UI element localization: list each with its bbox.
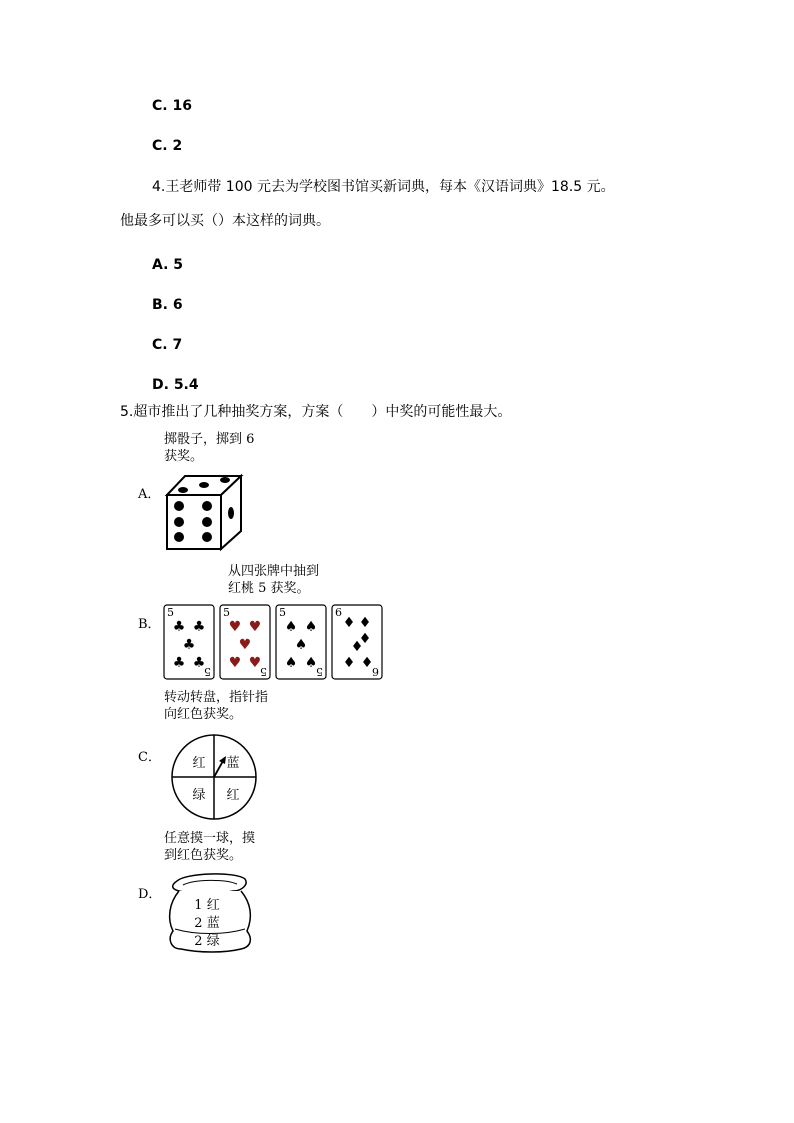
card-suit-pip: ♠: [284, 655, 298, 671]
card-rank: 5: [223, 606, 230, 619]
card-suit-pip: ♦: [358, 631, 372, 647]
option-d-text1: 任意摸一球，摸: [164, 831, 256, 846]
card-suit-pip: ♠: [294, 637, 308, 653]
cards-figure: [163, 604, 385, 680]
option-a-text1: 掷骰子，掷到 6: [164, 432, 255, 447]
card-suit-pip: ♣: [192, 655, 206, 671]
option-a-text2: 获奖。: [164, 449, 204, 464]
card-suit-pip: ♥: [248, 655, 262, 671]
option-c-2: C. 2: [152, 138, 183, 154]
option-b-text1: 从四张牌中抽到: [228, 564, 320, 579]
card-suit-pip: ♣: [172, 655, 186, 671]
option-c-text2: 向红色获奖。: [164, 707, 243, 722]
card-rank: 6: [335, 606, 342, 619]
card-suit-pip: ♣: [192, 619, 206, 635]
option-b-text2: 红桃 5 获奖。: [228, 581, 310, 596]
spinner-sector-2: 蓝: [226, 756, 240, 771]
spinner-sector-1: 红: [192, 756, 206, 771]
question-4-line2: 他最多可以买（）本这样的词典。: [120, 213, 330, 229]
card-suit-pip: ♥: [248, 619, 262, 635]
card-suit-pip: ♦: [342, 615, 356, 631]
bag-line-3: 2 绿: [194, 934, 220, 949]
card-suit-pip: ♠: [304, 619, 318, 635]
option-c-16: C. 16: [152, 98, 192, 114]
card-suit-pip: ♦: [360, 655, 374, 671]
card-rank: 5: [167, 606, 174, 619]
option-c-text1: 转动转盘，指针指: [164, 690, 269, 705]
playing-card: [276, 605, 326, 679]
dice-figure: [163, 473, 245, 553]
card-suit-pip: ♣: [182, 637, 196, 653]
card-rank: 6: [372, 665, 379, 678]
bag-line-1: 1 红: [194, 898, 220, 913]
option-d-letter: D．: [138, 887, 162, 902]
spinner-sector-4: 红: [226, 788, 240, 803]
option-a: A. 5: [152, 257, 184, 273]
bag-line-2: 2 蓝: [194, 916, 220, 931]
option-d-text2: 到红色获奖。: [164, 848, 243, 863]
card-suit-pip: ♠: [304, 655, 318, 671]
card-rank: 5: [279, 606, 286, 619]
bag-figure: [165, 869, 255, 953]
card-suit-pip: ♠: [284, 619, 298, 635]
card-suit-pip: ♥: [228, 655, 242, 671]
card-suit-pip: ♥: [238, 637, 252, 653]
option-b-letter: B．: [138, 617, 161, 632]
question-4-line1: 4.王老师带 100 元去为学校图书馆买新词典，每本《汉语词典》18.5 元。: [152, 179, 615, 195]
option-b: B. 6: [152, 297, 183, 313]
playing-card: [332, 605, 382, 679]
card-suit-pip: ♦: [358, 615, 372, 631]
card-rank: 5: [316, 665, 323, 678]
option-d: D. 5.4: [152, 377, 199, 393]
spinner-sector-3: 绿: [192, 788, 206, 803]
spinner-figure: [170, 733, 260, 823]
card-rank: 5: [260, 665, 267, 678]
playing-card: [220, 605, 270, 679]
question-5-stem: 5.超市推出了几种抽奖方案，方案（ ）中奖的可能性最大。: [120, 404, 512, 420]
card-suit-pip: ♦: [342, 655, 356, 671]
option-c-letter: C．: [138, 750, 161, 765]
card-suit-pip: ♣: [172, 619, 186, 635]
option-c: C. 7: [152, 337, 183, 353]
option-a-letter: A．: [138, 487, 161, 502]
card-rank: 5: [204, 665, 211, 678]
playing-card: [164, 605, 214, 679]
card-suit-pip: ♦: [350, 639, 364, 655]
card-suit-pip: ♥: [228, 619, 242, 635]
